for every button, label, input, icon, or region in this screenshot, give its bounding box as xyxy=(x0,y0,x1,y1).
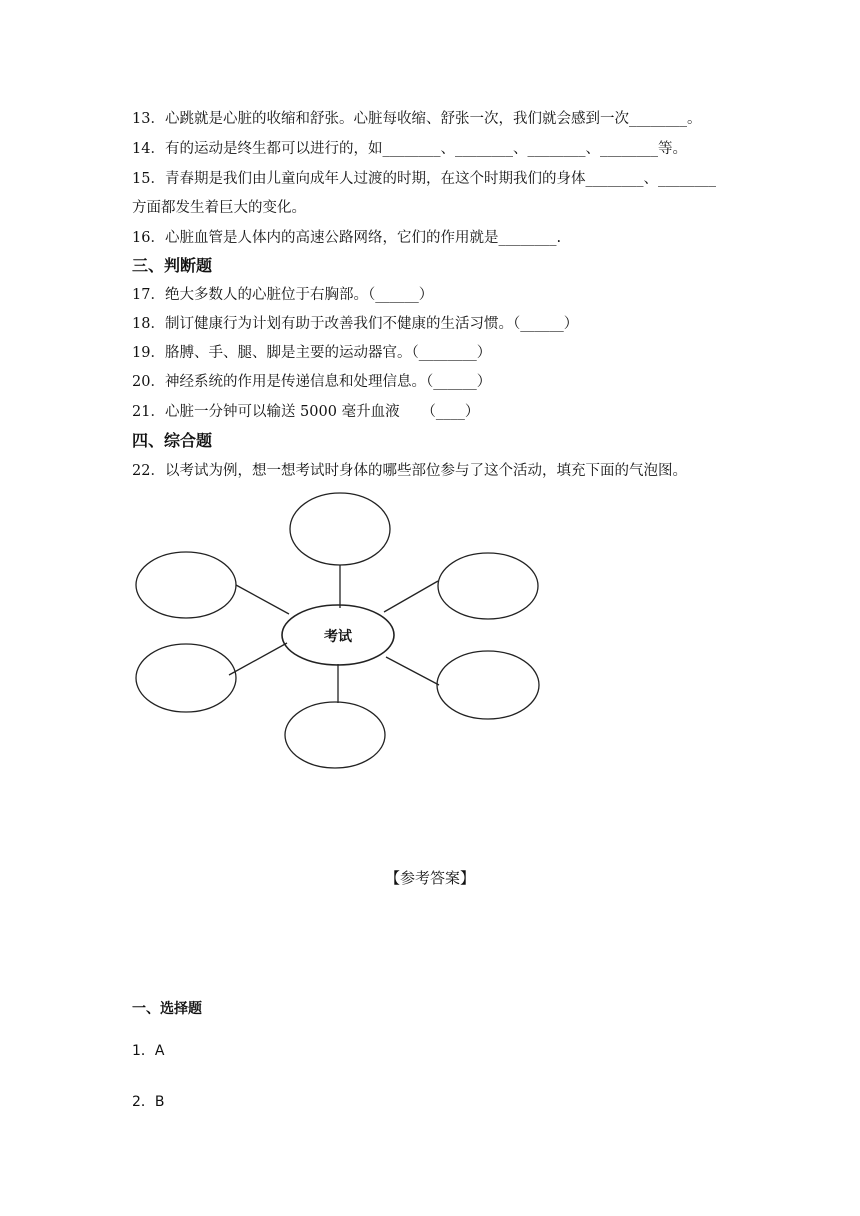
question-20: 20．神经系统的作用是传递信息和处理信息。（______） xyxy=(132,374,492,390)
question-22: 22．以考试为例，想一想考试时身体的哪些部位参与了这个活动，填充下面的气泡图。 xyxy=(132,463,687,479)
answer-2: 2．B xyxy=(132,1094,165,1110)
bubble-top-left[interactable] xyxy=(136,552,236,618)
bubble-top[interactable] xyxy=(290,493,390,565)
bubble-bottom[interactable] xyxy=(285,702,385,768)
bubble-bottom-right[interactable] xyxy=(437,651,539,719)
question-17: 17．绝大多数人的心脏位于右胸部。（______） xyxy=(132,287,434,303)
question-13: 13．心跳就是心脏的收缩和舒张。心脏每收缩、舒张一次，我们就会感到一次________。 xyxy=(132,111,702,127)
connector-top-right xyxy=(384,581,438,612)
question-15-line-2: 方面都发生着巨大的变化。 xyxy=(132,200,306,216)
section-title-comprehensive: 四、综合题 xyxy=(132,431,213,450)
question-21: 21．心脏一分钟可以输送 5000 毫升血液 （____） xyxy=(132,404,480,420)
bubble-top-right[interactable] xyxy=(438,553,538,619)
connector-bottom-right xyxy=(386,657,439,685)
section-title-judge: 三、判断题 xyxy=(132,256,213,275)
answer-section-choice: 一、选择题 xyxy=(132,1001,202,1017)
bubble-center-label: 考试 xyxy=(324,629,352,645)
question-16: 16．心脏血管是人体内的高速公路网络，它们的作用就是________. xyxy=(132,230,562,246)
question-18: 18．制订健康行为计划有助于改善我们不健康的生活习惯。（______） xyxy=(132,316,579,332)
question-14: 14．有的运动是终生都可以进行的，如________、________、________、________等。 xyxy=(132,141,687,157)
bubble-bottom-left[interactable] xyxy=(136,644,236,712)
answer-1: 1．A xyxy=(132,1043,165,1059)
question-15-line-1: 15．青春期是我们由儿童向成年人过渡的时期，在这个时期我们的身体________、________ xyxy=(132,171,716,187)
answer-key-title: 【参考答案】 xyxy=(384,869,475,887)
bubble-map xyxy=(126,488,558,788)
question-19: 19．胳膊、手、腿、脚是主要的运动器官。（________） xyxy=(132,345,492,361)
connector-top-left xyxy=(236,585,289,614)
connector-bottom-left xyxy=(229,643,287,675)
